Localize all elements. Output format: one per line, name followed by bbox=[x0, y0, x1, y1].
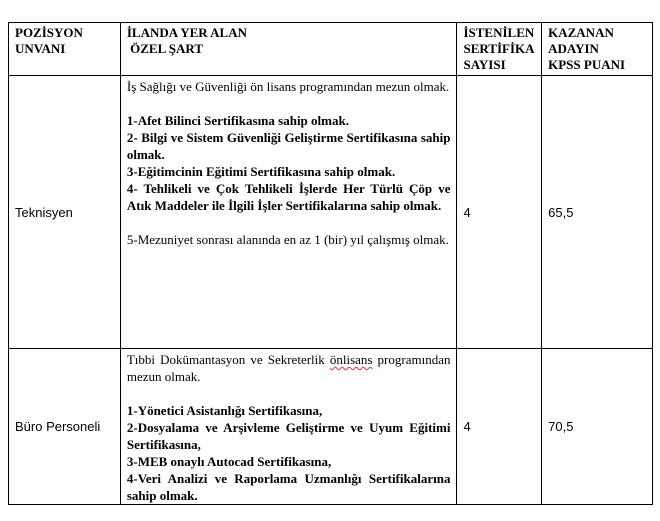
kpss-score-cell: 70,5 bbox=[542, 349, 653, 505]
condition-item: 3-MEB onaylı Autocad Sertifikasına, bbox=[126, 454, 332, 469]
certificate-count-cell: 4 bbox=[457, 349, 542, 505]
header-special-condition: İLANDA YER ALAN ÖZEL ŞART bbox=[120, 23, 457, 76]
condition-item: 1-Afet Bilinci Sertifikasına sahip olmak. bbox=[126, 113, 349, 128]
header-kpss-score: KAZANAN ADAYIN KPSS PUANI bbox=[542, 23, 653, 76]
condition-item: 3-Eğitimcinin Eğitimi Sertifikasına sahip olmak. bbox=[126, 164, 396, 179]
certificate-count-cell: 4 bbox=[457, 76, 542, 349]
condition-item: 2-Dosyalama ve Arşivleme Geliştirme ve Uyum Eğitimi Sertifikasına, bbox=[126, 420, 451, 452]
condition-intro: Tıbbi Dokümantasyon ve Sekreterlik önlisans programından mezun olmak. bbox=[126, 352, 454, 384]
condition-note: 5-Mezuniyet sonrası alanında en az 1 (bir) yıl çalışmış olmak. bbox=[126, 232, 449, 247]
table-header-row bbox=[9, 23, 653, 76]
condition-item: 4-Veri Analizi ve Raporlama Uzmanlığı Sertifikalarına sahip olmak. bbox=[126, 471, 451, 503]
condition-item: 1-Yönetici Asistanlığı Sertifikasına, bbox=[126, 403, 323, 418]
condition-item: 4- Tehlikeli ve Çok Tehlikeli İşlerde Her Türlü Çöp ve Atık Maddeler ile İlgili İşler Sertifikalarına sahip olmak. bbox=[126, 181, 451, 213]
spellcheck-marked-word: önlisans bbox=[329, 352, 373, 367]
condition-cell bbox=[120, 76, 457, 349]
header-position-title: POZİSYON UNVANI bbox=[9, 23, 121, 76]
header-certificate-count: İSTENİLEN SERTİFİKA SAYISI bbox=[457, 23, 542, 76]
position-cell: Teknisyen bbox=[9, 76, 121, 349]
job-requirements-table bbox=[8, 22, 653, 505]
kpss-score-cell: 65,5 bbox=[542, 76, 653, 349]
table-row bbox=[9, 76, 653, 349]
position-cell: Büro Personeli bbox=[9, 349, 121, 505]
condition-intro: İş Sağlığı ve Güvenliği ön lisans programından mezun olmak. bbox=[126, 79, 450, 94]
condition-cell bbox=[120, 349, 457, 505]
table-row bbox=[9, 349, 653, 505]
condition-item: 2- Bilgi ve Sistem Güvenliği Geliştirme Sertifikasına sahip olmak. bbox=[126, 130, 451, 162]
